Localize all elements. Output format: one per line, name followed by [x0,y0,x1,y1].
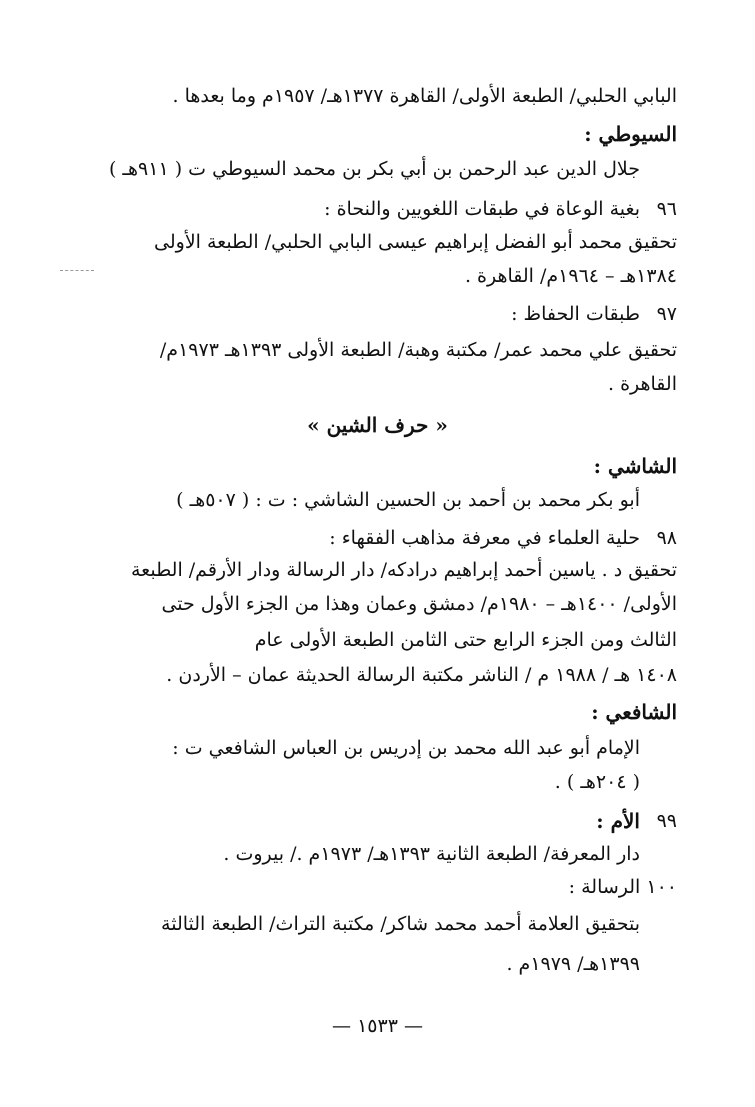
section-title: « حرف الشين » [307,413,448,437]
entry-detail: ١٣٨٤هـ – ١٩٦٤م/ القاهرة . [464,265,677,287]
author-heading: السيوطي : [584,122,677,146]
author-heading: الشاشي : [593,454,677,478]
entry-detail: بتحقيق العلامة أحمد محمد شاكر/ مكتبة التراث/ الطبعة الثالثة [161,913,640,935]
entry-detail: تحقيق محمد أبو الفضل إبراهيم عيسى البابي الحلبي/ الطبعة الأولى [154,231,677,253]
author-bio: أبو بكر محمد بن أحمد بن الحسين الشاشي : ت : ( ٥٠٧هـ ) [176,489,640,511]
entry-number: ٩٧ [656,303,677,325]
author-bio: الإمام أبو عبد الله محمد بن إدريس بن العباس الشافعي ت : [172,737,640,759]
entry-title: طبقات الحفاظ : [511,303,640,325]
author-heading: الشافعي : [591,700,677,724]
entry-number: ٩٦ [656,198,677,220]
entry-detail: تحقيق علي محمد عمر/ مكتبة وهبة/ الطبعة الأولى ١٣٩٣هـ ١٩٧٣م/ [159,339,677,361]
margin-mark [60,270,94,272]
author-bio: ( ٢٠٤هـ ) . [554,771,640,793]
entry-detail: الأولى/ ١٤٠٠هـ – ١٩٨٠م/ دمشق وعمان وهذا من الجزء الأول حتى [161,593,677,615]
entry-detail: ١٣٩٩هـ/ ١٩٧٩م . [506,953,640,975]
entry-detail: الثالث ومن الجزء الرابع حتى الثامن الطبعة الأولى عام [254,629,677,651]
page-number: — ١٥٣٣ — [332,1015,423,1037]
entry-title: ١٠٠ الرسالة : [568,876,677,898]
entry-detail: القاهرة . [607,373,677,395]
entry-title: الأم : [596,809,640,833]
entry-title: حلية العلماء في معرفة مذاهب الفقهاء : [329,527,640,549]
author-bio: جلال الدين عبد الرحمن بن أبي بكر بن محمد السيوطي ت ( ٩١١هـ ) [108,158,640,180]
text-line: البابي الحلبي/ الطبعة الأولى/ القاهرة ١٣٧٧هـ/ ١٩٥٧م وما بعدها . [172,85,677,107]
entry-detail: دار المعرفة/ الطبعة الثانية ١٣٩٣هـ/ ١٩٧٣م ./ بيروت . [223,843,640,865]
entry-number: ٩٨ [656,527,677,549]
entry-detail: تحقيق د . ياسين أحمد إبراهيم درادكه/ دار الرسالة ودار الأرقم/ الطبعة [131,559,677,581]
entry-detail: ١٤٠٨ هـ / ١٩٨٨ م / الناشر مكتبة الرسالة الحديثة عمان – الأردن . [166,664,677,686]
entry-title: بغية الوعاة في طبقات اللغويين والنحاة : [324,198,640,220]
entry-number: ٩٩ [656,810,677,832]
